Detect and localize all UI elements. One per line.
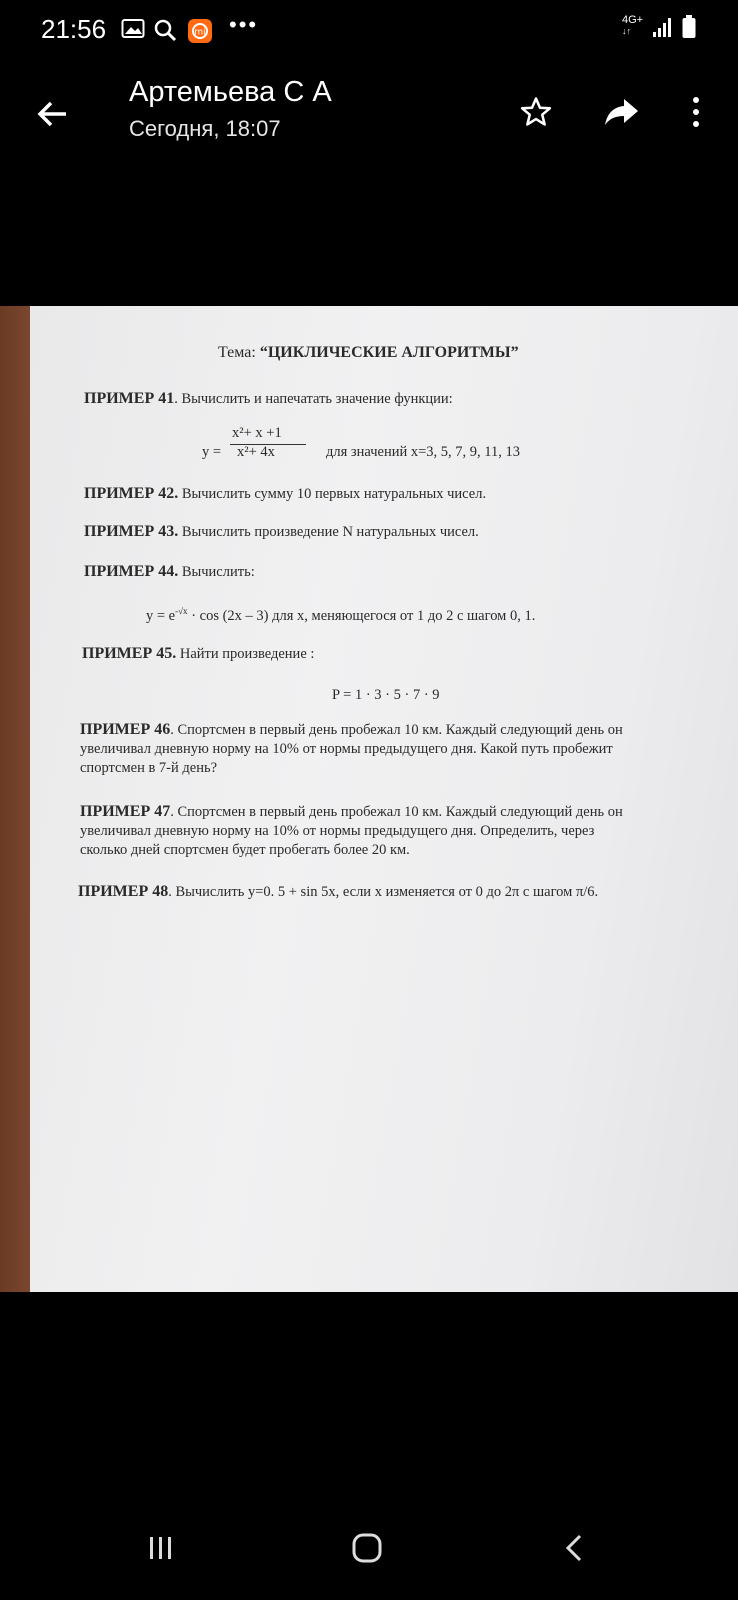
share-button[interactable] [596, 86, 648, 138]
viewer-header [0, 70, 738, 160]
sent-date: Сегодня, 18:07 [129, 116, 281, 141]
example-42: ПРИМЕР 42. Вычислить сумму 10 первых натуральных чисел. [84, 485, 487, 502]
topic-label: Тема: [218, 344, 256, 361]
ex41-values: для значений x=3, 5, 7, 9, 11, 13 [326, 444, 521, 460]
svg-text:mi: mi [194, 27, 206, 38]
example-43: ПРИМЕР 43. Вычислить произведение N натуральных чисел. [84, 523, 479, 540]
mi-app-icon [187, 18, 213, 49]
home-button[interactable] [332, 1518, 402, 1578]
topic-line [218, 344, 519, 362]
back-button[interactable] [26, 88, 78, 140]
nav-back-button[interactable] [539, 1518, 609, 1578]
home-icon [351, 1533, 383, 1563]
system-nav-bar [0, 1500, 738, 1600]
star-icon [519, 95, 553, 129]
ex44-formula: $y = e^{-√x} \cdot \cos (2x - 3)$ для x, меняющегося от 1 до 2 с шагом 0, 1. [146, 606, 536, 624]
example-47: ПРИМЕР 47. Спортсмен в первый день пробежал 10 км. Каждый следующий день он увеличивал дневную норму на 10% от нормы предыдущего дня. Определить, через сколько дней спортсмен будет пробегать более 20 км. [80, 803, 623, 858]
status-time: 21:56 [41, 14, 107, 44]
star-button[interactable] [510, 86, 562, 138]
example-46: ПРИМЕР 46. Спортсмен в первый день пробежал 10 км. Каждый следующий день он увеличивал дневную норму на 10% от нормы предыдущего дня. Какой путь пробежит спортсмен в 7-й день? [80, 721, 623, 776]
example-44: ПРИМЕР 44. Вычислить: [84, 563, 255, 580]
ex41-y: y = [202, 444, 222, 460]
chevron-left-icon [563, 1533, 585, 1563]
sender-name: Артемьева С А [129, 76, 332, 108]
more-vertical-icon [691, 96, 701, 128]
attached-photo[interactable] [0, 306, 738, 1292]
more-options-button[interactable] [670, 86, 722, 138]
battery-icon [682, 15, 696, 44]
gallery-icon [121, 18, 145, 45]
example-48: ПРИМЕР 48. Вычислить y=0. 5 + sin 5x, если x изменяется от 0 до 2π с шагом π/6. [78, 883, 599, 900]
ex45-formula: P = 1 · 3 · 5 · 7 · 9 [332, 687, 440, 703]
more-dots-icon: ••• [229, 12, 259, 37]
status-bar [0, 0, 738, 60]
ex41-denominator: x²+ 4x [237, 444, 275, 460]
recent-apps-icon [147, 1535, 175, 1561]
signal-icon [652, 16, 674, 43]
arrow-left-icon [36, 100, 68, 128]
example-45: ПРИМЕР 45. Найти произведение : [82, 645, 315, 662]
document-sheet [30, 306, 738, 1292]
recent-apps-button[interactable] [126, 1518, 196, 1578]
search-icon [153, 18, 177, 47]
network-type-icon: 4G+ ↓↑ [622, 14, 644, 36]
forward-arrow-icon [604, 97, 640, 127]
example-41: ПРИМЕР 41. Вычислить и напечатать значение функции: [84, 390, 453, 407]
topic-title: “ЦИКЛИЧЕСКИЕ АЛГОРИТМЫ” [259, 344, 519, 361]
ex41-numerator: x²+ x +1 [230, 424, 306, 445]
